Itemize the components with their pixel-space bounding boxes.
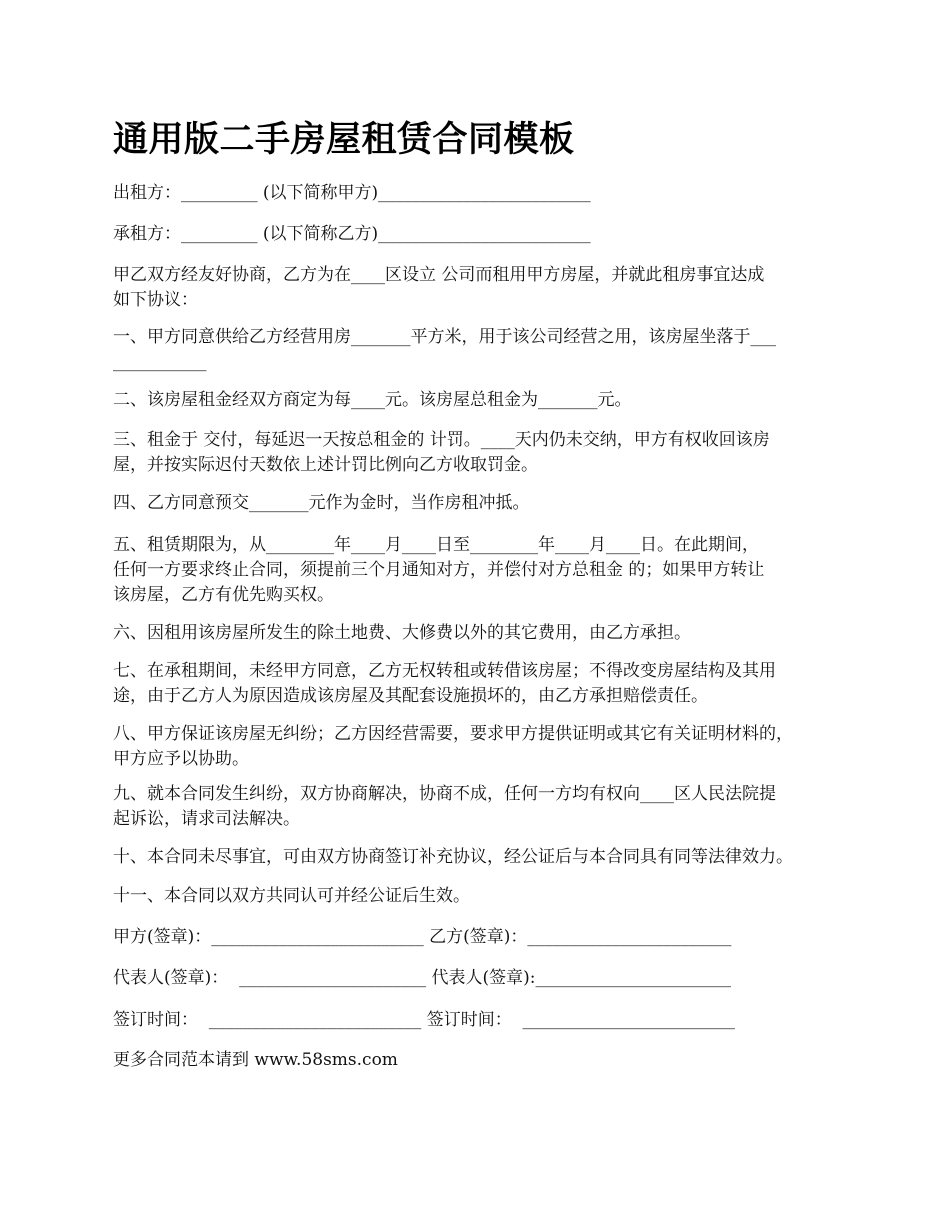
clause-9: 九、就本合同发生纠纷，双方协商解决，协商不成，任何一方均有权向____区人民法院提 起诉讼，请求司法解决。 xyxy=(113,784,776,829)
clause-2: 二、该房屋租金经双方商定为每____元。该房屋总租金为_______元。 xyxy=(113,390,632,410)
lessor-line: 出租方：_________ (以下简称甲方)_________________________ xyxy=(113,183,591,203)
clause-4: 四、乙方同意预交_______元作为金时，当作房租冲抵。 xyxy=(113,493,530,513)
clause-6: 六、因租用该房屋所发生的除土地费、大修费以外的其它费用，由乙方承担。 xyxy=(113,623,691,643)
clause-1: 一、甲方同意供给乙方经营用房_______平方米，用于该公司经营之用，该房屋坐落于___ ___________ xyxy=(113,327,776,372)
clause-5: 五、租赁期限为，从________年____月____日至________年____月____日。在此期间， 任何一方要求终止合同，须提前三个月通知对方，并偿付对方总租金 的；如果甲方转让 该房屋，乙方有优先购买权。 xyxy=(113,535,765,605)
clause-3: 三、租金于 交付，每延迟一天按总租金的 计罚。____天内仍未交纳，甲方有权收回该房 屋，并按实际迟付天数依上述计罚比例向乙方收取罚金。 xyxy=(113,430,770,475)
signature-party: 甲方(签章)：_________________________ 乙方(签章)：________________________ xyxy=(113,927,732,947)
clause-7: 七、在承租期间，未经甲方同意，乙方无权转租或转借该房屋；不得改变房屋结构及其用 途，由于乙方人为原因造成该房屋及其配套设施损坏的，由乙方承担赔偿责任。 xyxy=(113,661,776,706)
clause-11: 十一、本合同以双方共同认可并经公证后生效。 xyxy=(113,886,470,906)
lessee-line: 承租方：_________ (以下简称乙方)_________________________ xyxy=(113,224,591,244)
clause-10: 十、本合同未尽事宜，可由双方协商签订补充协议，经公证后与本合同具有同等法律效力。 xyxy=(113,847,793,867)
footer-link-text: 更多合同范本请到 www.58sms.com xyxy=(113,1050,398,1070)
intro-paragraph: 甲乙双方经友好协商，乙方为在____区设立 公司而租用甲方房屋，并就此租房事宜达成 如下协议： xyxy=(113,265,765,310)
document-title: 通用版二手房屋租赁合同模板 xyxy=(113,120,575,160)
clause-8: 八、甲方保证该房屋无纠纷；乙方因经营需要，要求甲方提供证明或其它有关证明材料的， 甲方应予以协助。 xyxy=(113,724,793,769)
signature-representative: 代表人(签章)： ______________________ 代表人(签章):_______________________ xyxy=(113,968,731,988)
signature-date: 签订时间： _________________________ 签订时间： _________________________ xyxy=(113,1010,736,1030)
